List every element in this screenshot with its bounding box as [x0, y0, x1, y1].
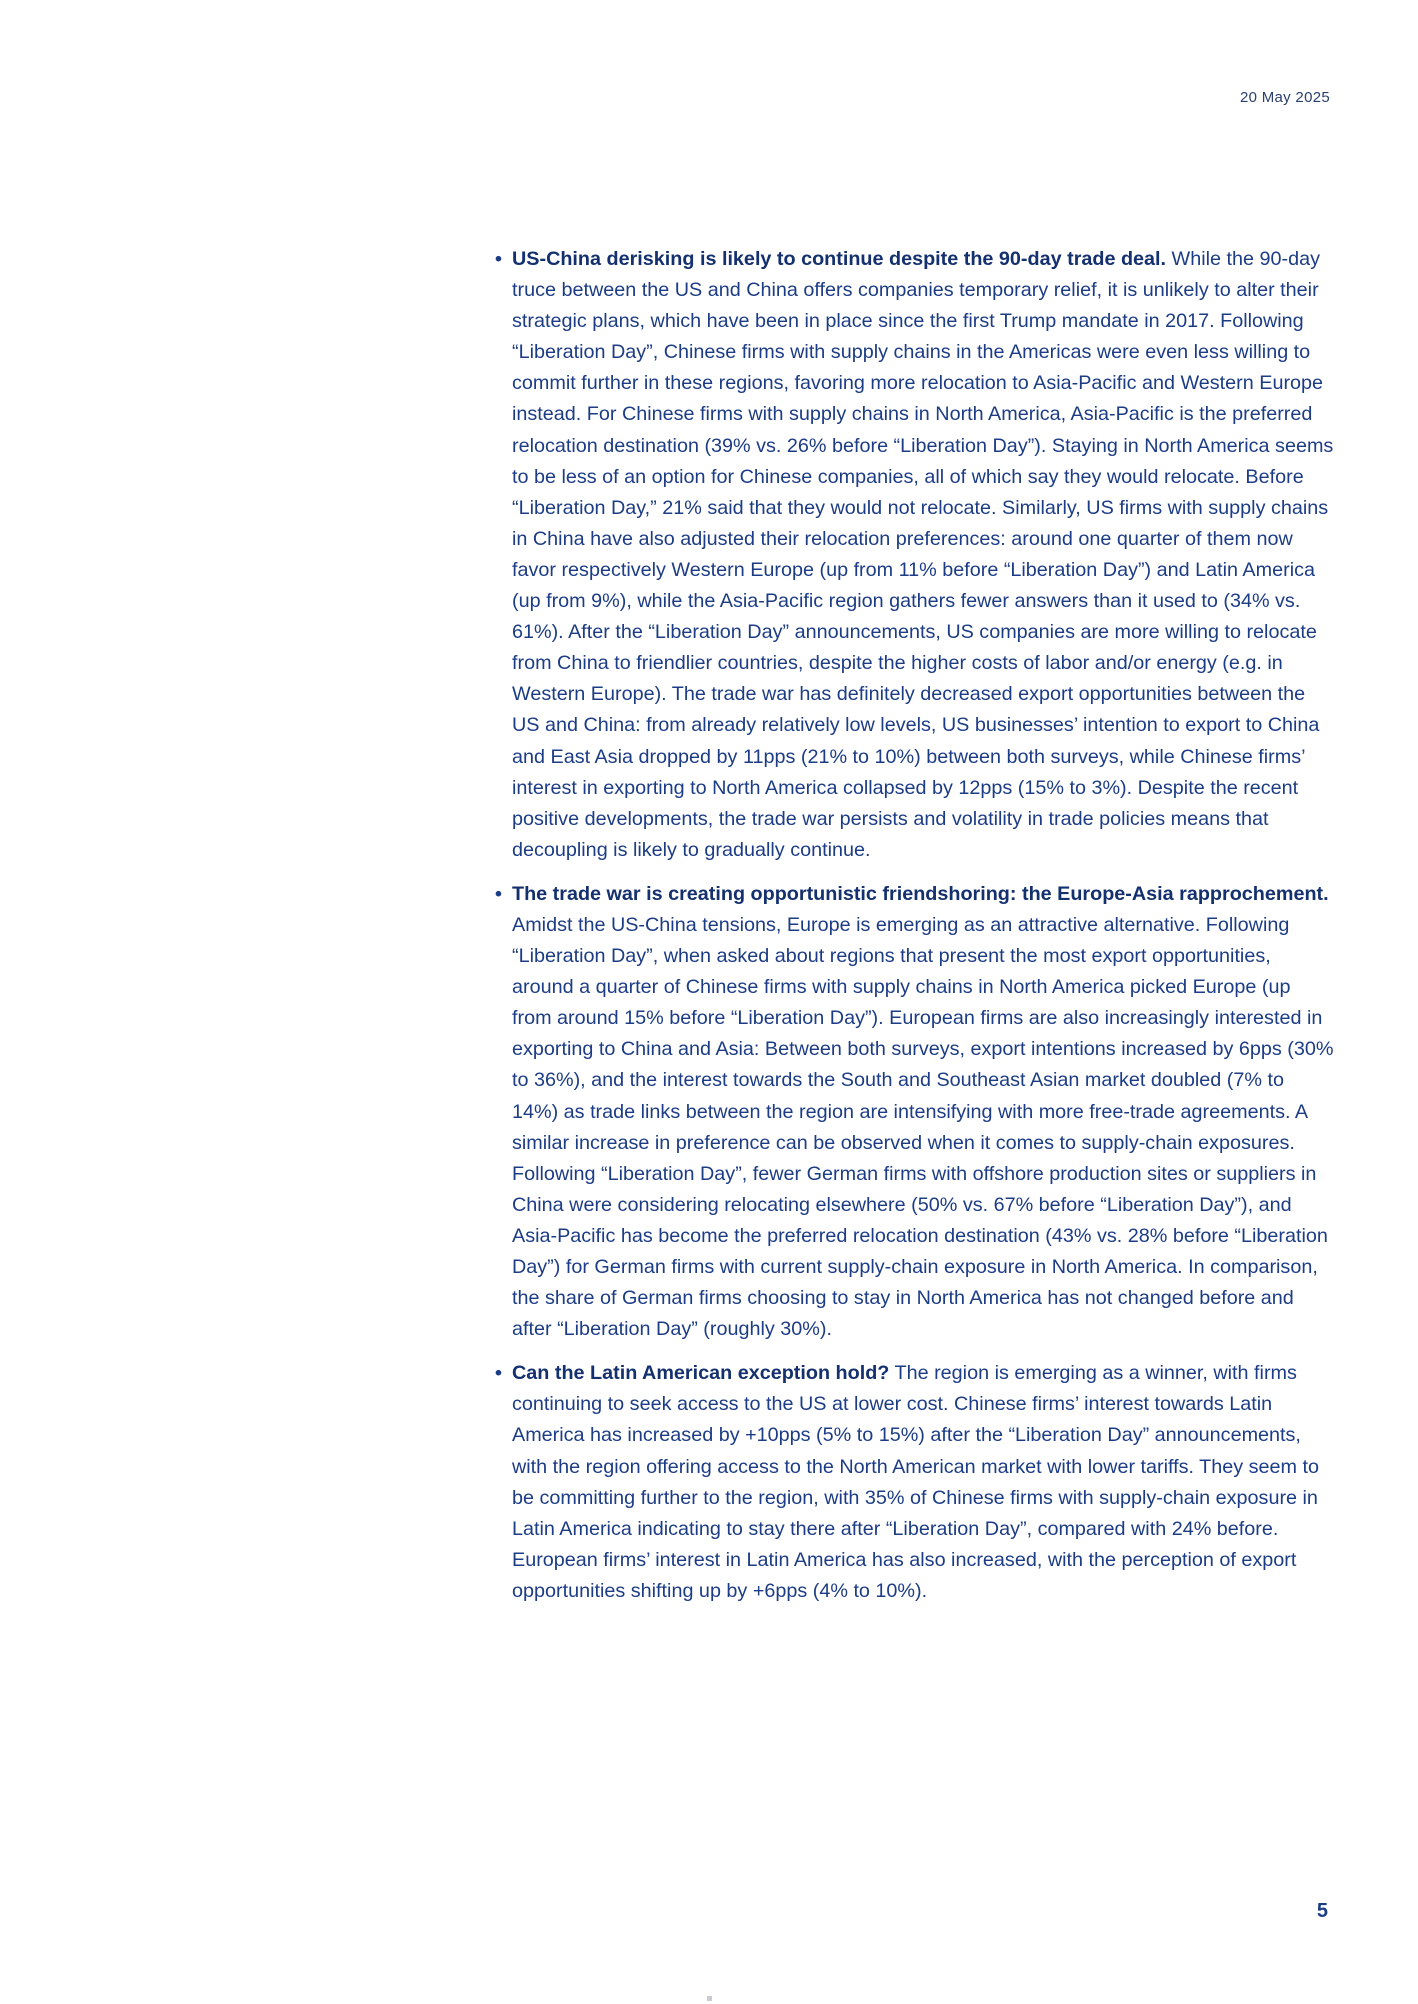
page-date: 20 May 2025: [1239, 89, 1330, 106]
bullet-us-china-derisking: [495, 244, 1335, 866]
bullet-body: While the 90-day truce between the US and China offers companies temporary relief, it is unlikely to alter their strategic plans, which have been in place since the first Trump mandate in 2017. Following “Liberation Day”, Chinese firms with supply chains in the Americas were even less willing to commit further in these regions, favoring more relocation to Asia-Pacific and Western Europe instead. For Chinese firms with supply chains in North America, Asia-Pacific is the preferred relocation destination (39% vs. 26% before “Liberation Day”). Staying in North America seems to be less of an option for Chinese companies, all of which say they would relocate. Before “Liberation Day,” 21% said that they would not relocate. Similarly, US firms with supply chains in China have also adjusted their relocation preferences: around one quarter of them now favor respectively Western Europe (up from 11% before “Liberation Day”) and Latin America (up from 9%), while the Asia-Pacific region gathers fewer answers than it used to (34% vs. 61%). After the “Liberation Day” announcements, US companies are more willing to relocate from China to friendlier countries, despite the higher costs of labor and/or energy (e.g. in Western Europe). The trade war has definitely decreased export opportunities between the US and China: from already relatively low levels, US businesses’ intention to export to China and East Asia dropped by 11pps (21% to 10%) between both surveys, while Chinese firms’ interest in exporting to North America collapsed by 12pps (15% to 3%). Despite the recent positive developments, the trade war persists and volatility in trade policies means that decoupling is likely to gradually continue.: [512, 248, 1334, 861]
bullet-latin-american-exception: [495, 1358, 1335, 1607]
bullet-lead: The trade war is creating opportunistic friendshoring: the Europe-Asia rapprochement.: [512, 882, 1329, 905]
page-number: 5: [1316, 1900, 1328, 1922]
page-edge-mark: [707, 1996, 712, 2001]
bullet-body: Amidst the US-China tensions, Europe is emerging as an attractive alternative. Following “Liberation Day”, when asked about regions that present the most export opportunities, around a quarter of Chinese firms with supply chains in North America picked Europe (up from around 15% before “Liberation Day”). European firms are also increasingly interested in exporting to China and Asia: Between both surveys, export intentions increased by 6pps (30% to 36%), and the interest towards the South and Southeast Asian market doubled (7% to 14%) as trade links between the region are intensifying with more free-trade agreements. A similar increase in preference can be observed when it comes to supply-chain exposures. Following “Liberation Day”, fewer German firms with offshore production sites or suppliers in China were considering relocating elsewhere (50% vs. 67% before “Liberation Day”), and Asia-Pacific has become the preferred relocation destination (43% vs. 28% before “Liberation Day”) for German firms with current supply-chain exposure in North America. In comparison, the share of German firms choosing to stay in North America has not changed before and after “Liberation Day” (roughly 30%).: [512, 913, 1334, 1341]
bullet-europe-asia-rapprochement: [495, 879, 1335, 1345]
bullet-lead: Can the Latin American exception hold?: [512, 1362, 890, 1385]
bullet-body: The region is emerging as a winner, with firms continuing to seek access to the US at lower cost. Chinese firms’ interest towards Latin America has increased by +10pps (5% to 15%) after the “Liberation Day” announcements, with the region offering access to the North American market with lower tariffs. They seem to be committing further to the region, with 35% of Chinese firms with supply-chain exposure in Latin America indicating to stay there after “Liberation Day”, compared with 24% before. European firms’ interest in Latin America has also increased, with the perception of export opportunities shifting up by +6pps (4% to 10%).: [512, 1362, 1320, 1602]
main-content: [495, 244, 1335, 1620]
bullet-lead: US-China derisking is likely to continue despite the 90-day trade deal.: [512, 248, 1167, 270]
